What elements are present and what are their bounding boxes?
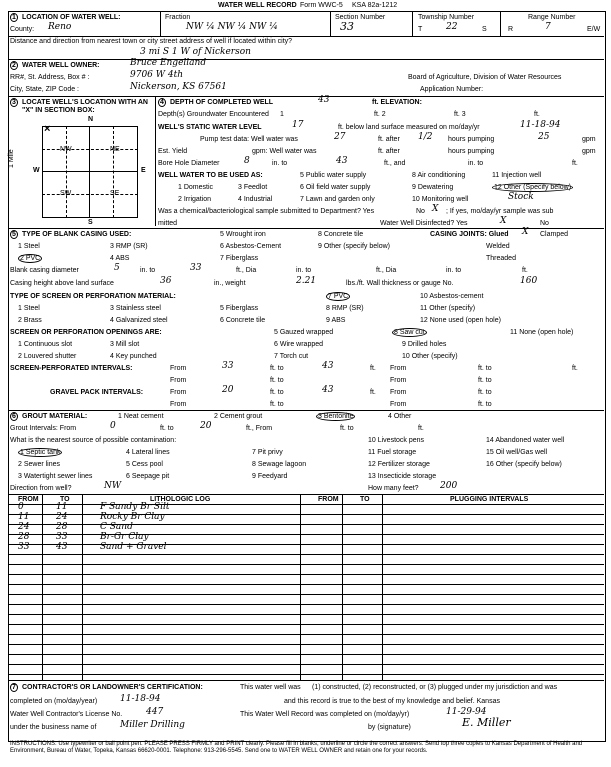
chem-no[interactable]: No	[416, 208, 425, 215]
perf-from-label-3: From	[170, 377, 187, 384]
contam-lagoon[interactable]: 8 Sewage lagoon	[252, 461, 307, 468]
section-number-value[interactable]: 33	[340, 20, 354, 33]
casing-abs[interactable]: 4 ABS	[110, 255, 130, 262]
gravel-from-value[interactable]: 20	[222, 385, 234, 395]
section1-label: LOCATION OF WATER WELL:	[22, 14, 121, 21]
log-row-to[interactable]: 28	[56, 522, 68, 532]
screen-fiberglass[interactable]: 5 Fiberglass	[220, 305, 259, 312]
open-drilled[interactable]: 9 Drilled holes	[402, 341, 447, 348]
perf-to-label: ft. to	[270, 365, 284, 372]
bore-in-2: in. to	[468, 160, 484, 167]
screen-none[interactable]: 12 None used (open hole)	[420, 317, 501, 324]
contam-lateral[interactable]: 4 Lateral lines	[126, 449, 170, 456]
fraction-value[interactable]: NW ¼ NW ¼ NW ¼	[186, 22, 278, 32]
log-row-line	[8, 534, 604, 535]
county-value[interactable]: Reno	[48, 22, 72, 32]
use-oilfield[interactable]: 6 Oil field water supply	[300, 184, 371, 191]
log-row-from[interactable]: 0	[18, 502, 24, 512]
pump-hours-value[interactable]: 1/2	[418, 132, 433, 142]
chem-text: ; If yes, mo/day/yr sample was sub	[446, 208, 554, 215]
use-monitoring[interactable]: 10 Monitoring well	[412, 196, 469, 203]
disinfect-label: Water Well Disinfected? Yes	[380, 220, 468, 227]
weight-value[interactable]: 2.21	[296, 276, 317, 286]
grout-ft-2: ft., From	[246, 425, 273, 432]
section-box[interactable]	[42, 123, 138, 218]
divider	[160, 11, 161, 36]
grout-ft-3: ft. to	[340, 425, 354, 432]
use-irrigation[interactable]: 2 Irrigation	[178, 196, 212, 203]
use-dewatering[interactable]: 9 Dewatering	[412, 184, 454, 191]
contam-cess[interactable]: 5 Cess pool	[126, 461, 163, 468]
section2-num: 2	[12, 62, 16, 69]
gravel-from-label-2: From	[390, 389, 407, 396]
distance-value[interactable]: 3 mi S 1 W of Nickerson	[140, 47, 251, 57]
yield-label: Est. Yield	[158, 148, 188, 155]
log-row-desc[interactable]: Br-Gr Clay	[100, 532, 149, 542]
use-injection[interactable]: 11 Injection well	[492, 172, 542, 179]
address-label: RR#, St. Address, Box # :	[10, 74, 90, 81]
height-value[interactable]: 36	[160, 276, 172, 286]
perf-ft: ft.	[370, 365, 376, 372]
log-row-line	[8, 604, 604, 605]
log-row-to[interactable]: 43	[56, 542, 68, 552]
log-row-desc[interactable]: C Sand	[100, 522, 133, 532]
grid-line	[113, 126, 114, 218]
section5-num: 5	[12, 231, 16, 238]
plug-to-header: TO	[360, 496, 370, 503]
log-row-line	[8, 554, 604, 555]
completed-value[interactable]: 11-18-94	[120, 694, 161, 704]
gravel-ft: ft.	[370, 389, 376, 396]
diam-in-2: in. to	[296, 267, 312, 274]
screen-galvanized[interactable]: 4 Galvanized steel	[110, 317, 168, 324]
casing-fiberglass[interactable]: 7 Fiberglass	[220, 255, 259, 262]
well-location-x: ×	[44, 123, 51, 135]
contam-livestock[interactable]: 10 Livestock pens	[368, 437, 425, 444]
gauge-value[interactable]: 160	[520, 276, 538, 286]
true-text: and this record is true to the best of my knowledge and belief. Kansas	[284, 698, 500, 705]
grout-neat[interactable]: 1 Neat cement	[118, 413, 164, 420]
divider	[500, 11, 501, 36]
grid-line	[42, 149, 138, 150]
open-louvered[interactable]: 2 Louvered shutter	[18, 353, 77, 360]
perf-to-value[interactable]: 43	[322, 361, 334, 371]
cert-label: CONTRACTOR'S OR LANDOWNER'S CERTIFICATION:	[22, 684, 203, 691]
log-row-line	[8, 624, 604, 625]
bore-value[interactable]: 8	[244, 156, 250, 166]
screen-steel[interactable]: 1 Steel	[18, 305, 40, 312]
grid-line	[42, 194, 138, 195]
quadrant-se: SE	[110, 190, 120, 197]
signature-label: by (signature)	[368, 724, 411, 731]
compass-s: S	[88, 219, 93, 226]
screen-pvc[interactable]: 7 PVC	[328, 293, 349, 300]
diam-ft-3: ft.	[522, 267, 528, 274]
log-row-line	[8, 644, 604, 645]
plug-from-header: FROM	[318, 496, 339, 503]
static-level-date[interactable]: 11-18-94	[520, 120, 561, 130]
open-torch[interactable]: 7 Torch cut	[274, 353, 309, 360]
license-value[interactable]: 447	[146, 707, 164, 717]
log-row-line	[8, 634, 604, 635]
gravel-from-label: From	[170, 389, 187, 396]
open-none[interactable]: 11 None (open hole)	[510, 329, 574, 336]
township-s: S	[482, 26, 487, 33]
city-value[interactable]: Nickerson, KS 67561	[130, 82, 227, 92]
city-label: City, State, ZIP Code :	[10, 86, 79, 93]
gravel-to-label: ft. to	[270, 389, 284, 396]
bore-label: Bore Hole Diameter	[158, 160, 220, 167]
perf-from-label: From	[170, 365, 187, 372]
rule	[8, 228, 604, 229]
use-feedlot[interactable]: 3 Feedlot	[238, 184, 268, 191]
section7-num: 7	[12, 684, 16, 691]
diam-in: in. to	[140, 267, 156, 274]
screen-abs[interactable]: 9 ABS	[326, 317, 346, 324]
screen-rmp[interactable]: 8 RMP (SR)	[326, 305, 364, 312]
log-col	[300, 494, 301, 680]
application-label: Application Number:	[420, 86, 484, 93]
contam-abandoned[interactable]: 14 Abandoned water well	[486, 437, 565, 444]
grid-line	[89, 126, 90, 218]
height-in: in., weight	[214, 280, 246, 287]
disinfect-x[interactable]: X	[500, 216, 507, 226]
diam-value[interactable]: 5	[114, 263, 120, 273]
completed-label: completed on (mo/day/year)	[10, 698, 98, 705]
contam-septic[interactable]: 1 Septic tank	[20, 449, 61, 456]
perf-to-label-2: ft. to	[478, 365, 492, 372]
form-title: WATER WELL RECORD	[218, 2, 297, 9]
section3-label: LOCATE WELL'S LOCATION WITH AN "X" IN SECTION BOX:	[22, 99, 148, 114]
gravel-from-label-3: From	[170, 401, 187, 408]
log-row-line	[8, 664, 604, 665]
static-level-value[interactable]: 17	[292, 120, 304, 130]
divider	[412, 11, 413, 36]
open-saw[interactable]: 8 Saw cut	[394, 329, 425, 336]
pump-gpm-value[interactable]: 25	[538, 132, 550, 142]
log-col	[342, 494, 343, 680]
log-row-line	[8, 514, 604, 515]
grout-intervals-label: Grout Intervals: From	[10, 425, 77, 432]
gravel-to-label-2: ft. to	[478, 389, 492, 396]
form-number: Form WWC-5	[300, 2, 343, 9]
bore-in: in. to	[272, 160, 288, 167]
grout-from-value[interactable]: 0	[110, 421, 116, 431]
distance-label: Distance and direction from nearest town or city street address of well if located within city?	[10, 38, 293, 45]
log-row-to[interactable]: 11	[56, 502, 68, 512]
gravel-to-label-3: ft. to	[270, 401, 284, 408]
log-col	[382, 494, 383, 680]
casing-concrete[interactable]: 8 Concrete tile	[318, 231, 364, 238]
range-value[interactable]: 7	[545, 22, 551, 32]
contam-fuel[interactable]: 11 Fuel storage	[368, 449, 417, 456]
openings-label: SCREEN OR PERFORATION OPENINGS ARE:	[10, 329, 162, 336]
section4-num: 4	[160, 99, 164, 106]
grout-bentonite[interactable]: 3 Bentonite	[318, 413, 354, 420]
diam-ft-2: ft., Dia	[376, 267, 397, 274]
quadrant-ne: NE	[110, 146, 120, 153]
section6-num: 6	[12, 413, 16, 420]
section3-num: 3	[12, 99, 16, 106]
log-col	[42, 494, 43, 680]
chem-x[interactable]: X	[432, 204, 439, 214]
diam-in-3: in. to	[446, 267, 462, 274]
township-label: Township Number	[418, 14, 475, 21]
log-row-line	[8, 674, 604, 675]
grout-to-value[interactable]: 20	[200, 421, 212, 431]
plug-header: PLUGGING INTERVALS	[450, 496, 529, 503]
gpm-label: gpm	[582, 136, 596, 143]
use-lawn[interactable]: 7 Lawn and garden only	[300, 196, 375, 203]
height-label: Casing height above land surface	[10, 280, 114, 287]
contam-seepage[interactable]: 6 Seepage pit	[126, 473, 170, 480]
gw-1: 1	[280, 111, 284, 118]
screen-concrete[interactable]: 6 Concrete tile	[220, 317, 266, 324]
howmany-label: How many feet?	[368, 485, 419, 492]
casing-steel[interactable]: 1 Steel	[18, 243, 40, 250]
grout-label: GROUT MATERIAL:	[22, 413, 88, 420]
license-label: Water Well Contractor's License No.	[10, 711, 123, 718]
contam-sewer[interactable]: 2 Sewer lines	[18, 461, 61, 468]
owner-value[interactable]: Bruce Engelland	[130, 58, 207, 68]
rule	[8, 36, 604, 37]
groundwater-label: Depth(s) Groundwater Encountered	[158, 111, 269, 118]
use-other[interactable]: 12 Other (Specify below)	[494, 184, 572, 191]
screen-label: TYPE OF SCREEN OR PERFORATION MATERIAL:	[10, 293, 176, 300]
gpm-label-2: gpm	[582, 148, 596, 155]
open-key[interactable]: 4 Key punched	[110, 353, 157, 360]
log-row-desc[interactable]: Rocky Br Clay	[100, 512, 165, 522]
screen-brass[interactable]: 2 Brass	[18, 317, 42, 324]
static-level-text: ft. below land surface measured on mo/day/yr	[338, 124, 480, 131]
log-row-from[interactable]: 28	[18, 532, 30, 542]
rule	[8, 494, 604, 495]
record-text: This Water Well Record was completed on (mo/day/yr)	[240, 711, 410, 718]
range-r: R	[508, 26, 514, 33]
depth-label: DEPTH OF COMPLETED WELL	[170, 99, 274, 106]
county-label: County:	[10, 26, 35, 33]
screen-stainless[interactable]: 3 Stainless steel	[110, 305, 161, 312]
gravel-label: GRAVEL PACK INTERVALS:	[50, 389, 144, 396]
joints-threaded[interactable]: Threaded	[486, 255, 516, 262]
casing-asbestos[interactable]: 6 Asbestos-Cement	[220, 243, 282, 250]
mile-label: 1 Mile	[8, 149, 15, 168]
chem-label: Was a chemical/bacteriological sample submitted to Department? Yes	[158, 208, 375, 215]
section1-num: 1	[12, 14, 16, 21]
contam-oilwell[interactable]: 15 Oil well/Gas well	[486, 449, 548, 456]
compass-w: W	[33, 167, 40, 174]
rule	[8, 96, 604, 97]
perf-to-label-3: ft. to	[270, 377, 284, 384]
perf-ft-2: ft.	[572, 365, 578, 372]
casing-wrought[interactable]: 5 Wrought iron	[220, 231, 266, 238]
log-row-desc[interactable]: Sand + Gravel	[100, 542, 167, 552]
grout-ft-4: ft.	[418, 425, 424, 432]
log-row-from[interactable]: 11	[18, 512, 30, 522]
grid-line	[66, 126, 67, 218]
grid-line	[42, 171, 138, 172]
screen-asbestos[interactable]: 10 Asbestos-cement	[420, 293, 484, 300]
perf-from-label-4: From	[390, 377, 407, 384]
business-label: under the business name of	[10, 724, 97, 731]
depth-value[interactable]: 43	[318, 95, 330, 105]
owner-label: WATER WELL OWNER:	[22, 62, 100, 69]
joints-welded[interactable]: Welded	[486, 243, 510, 250]
signature-value[interactable]: E. Miller	[462, 716, 511, 729]
casing-rmp[interactable]: 3 RMP (SR)	[110, 243, 148, 250]
log-row-line	[8, 524, 604, 525]
quadrant-sw: SW	[60, 190, 72, 197]
contam-feedyard[interactable]: 9 Feedyard	[252, 473, 288, 480]
ksa-reference: KSA 82a-1212	[352, 2, 398, 9]
log-litho-header: LITHOLOGIC LOG	[150, 496, 211, 503]
compass-e: E	[141, 167, 146, 174]
gravel-to-label-4: ft. to	[478, 401, 492, 408]
log-row-line	[8, 544, 604, 545]
static-level-label: WELL'S STATIC WATER LEVEL	[158, 124, 262, 131]
rule	[8, 504, 604, 505]
gravel-to-value[interactable]: 43	[322, 385, 334, 395]
grout-other[interactable]: 4 Other	[388, 413, 412, 420]
contam-other[interactable]: 16 Other (specify below)	[486, 461, 562, 468]
address-value[interactable]: 9706 W 4th	[130, 70, 184, 80]
casing-other[interactable]: 9 Other (specify below)	[318, 243, 390, 250]
log-row-line	[8, 594, 604, 595]
perf-from-value[interactable]: 33	[222, 361, 234, 371]
mitted: mitted	[158, 220, 178, 227]
rule	[8, 410, 604, 411]
log-col	[82, 494, 83, 680]
direction-label: Direction from well?	[10, 485, 72, 492]
log-from-header: FROM	[18, 496, 39, 503]
perf-from-label-2: From	[390, 365, 407, 372]
form-frame	[8, 11, 606, 742]
open-wire[interactable]: 6 Wire wrapped	[274, 341, 324, 348]
township-t: T	[418, 26, 423, 33]
open-gauzed[interactable]: 5 Gauzed wrapped	[274, 329, 334, 336]
cert-text: This water well was	[240, 684, 301, 691]
section-number-label: Section Number	[335, 14, 386, 21]
log-row-line	[8, 564, 604, 565]
log-row-from[interactable]: 24	[18, 522, 30, 532]
depth-unit: ft. ELEVATION:	[372, 99, 422, 106]
bore-ft-2: ft.	[572, 160, 578, 167]
divider	[155, 96, 156, 226]
log-row-desc[interactable]: F Sandy Br Silt	[100, 502, 170, 512]
grout-ft: ft. to	[160, 425, 174, 432]
contam-label: What is the nearest source of possible contamination:	[10, 437, 177, 444]
fraction-label: Fraction	[165, 14, 191, 21]
use-label: WELL WATER TO BE USED AS:	[158, 172, 263, 179]
log-row-line	[8, 614, 604, 615]
contam-privy[interactable]: 7 Pit privy	[252, 449, 283, 456]
range-ew: E/W	[587, 26, 601, 33]
open-mill[interactable]: 3 Mill slot	[110, 341, 140, 348]
range-label: Range Number	[528, 14, 576, 21]
diam-to-value[interactable]: 33	[190, 263, 202, 273]
yield-hours: hours pumping	[448, 148, 495, 155]
contam-fertilizer[interactable]: 12 Fertilizer storage	[368, 461, 430, 468]
log-row-to[interactable]: 24	[56, 512, 68, 522]
use-industrial[interactable]: 4 Industrial	[238, 196, 273, 203]
pump-ft-value[interactable]: 27	[334, 132, 346, 142]
log-row-from[interactable]: 33	[18, 542, 30, 552]
perf-label: SCREEN-PERFORATED INTERVALS:	[10, 365, 133, 372]
contam-watertight[interactable]: 3 Watertight sewer lines	[18, 473, 93, 480]
casing-label: TYPE OF BLANK CASING USED:	[22, 231, 132, 238]
log-row-line	[8, 584, 604, 585]
open-continuous[interactable]: 1 Continuous slot	[18, 341, 73, 348]
record-date-value[interactable]: 11-29-94	[446, 707, 487, 717]
log-row-line	[8, 654, 604, 655]
bore-to-value[interactable]: 43	[336, 156, 348, 166]
disinfect-no[interactable]: No	[540, 220, 549, 227]
joints-clamped[interactable]: Clamped	[540, 231, 569, 238]
quadrant-nw: NW	[60, 146, 72, 153]
diam-ft: ft., Dia	[236, 267, 257, 274]
weight-unit: lbs./ft. Wall thickness or gauge No.	[346, 280, 454, 287]
diam-label: Blank casing diameter	[10, 267, 79, 274]
gw-2: ft. 2	[374, 111, 386, 118]
gw-ft: ft.	[534, 111, 540, 118]
compass-n: N	[88, 116, 94, 123]
business-value[interactable]: Miller Drilling	[120, 720, 185, 730]
grout-cement[interactable]: 2 Cement grout	[214, 413, 263, 420]
joints-label: CASING JOINTS: Glued	[430, 231, 509, 238]
cert-options: (1) constructed, (2) reconstructed, or (3) plugged under my jurisdiction and was	[312, 684, 558, 691]
instructions: INSTRUCTIONS: Use typewriter or ball point pen. PLEASE PRESS FIRMLY and PRINT clearly. Please fill in blanks, underline or circle the correct answers. Send top three copies to Kansas Department of Health and Environment, Bureau of Water, Topeka, Kansas 66620-0001. Telephone: 913-296-5545. Send one to WATER WELL OWNER and retain one for your records.	[10, 741, 583, 754]
howmany-value[interactable]: 200	[440, 481, 458, 491]
direction-value[interactable]: NW	[104, 481, 122, 491]
yield-after: ft. after	[378, 148, 400, 155]
use-public[interactable]: 5 Public water supply	[300, 172, 367, 179]
contam-insecticide[interactable]: 13 Insecticide storage	[368, 473, 437, 480]
yield-gpm: gpm: Well water was	[252, 148, 317, 155]
bore-ft: ft., and	[384, 160, 406, 167]
divider	[330, 11, 331, 36]
log-row-to[interactable]: 33	[56, 532, 68, 542]
pump-after: ft. after	[378, 136, 400, 143]
open-other[interactable]: 10 Other (specify)	[402, 353, 458, 360]
use-domestic[interactable]: 1 Domestic	[178, 184, 214, 191]
screen-other[interactable]: 11 Other (specify)	[420, 305, 476, 312]
gw-3: ft. 3	[454, 111, 466, 118]
perf-to-label-4: ft. to	[478, 377, 492, 384]
pump-hours-label: hours pumping	[448, 136, 495, 143]
gravel-from-label-4: From	[390, 401, 407, 408]
use-air[interactable]: 8 Air conditioning	[412, 172, 466, 179]
pump-test-label: Pump test data: Well water was	[200, 136, 298, 143]
log-to-header: TO	[60, 496, 70, 503]
joints-x[interactable]: X	[522, 227, 529, 237]
rule	[8, 680, 604, 681]
casing-pvc[interactable]: 2 PVC	[20, 255, 41, 262]
township-value[interactable]: 22	[446, 22, 458, 32]
use-other-value[interactable]: Stock	[508, 192, 534, 202]
log-row-line	[8, 574, 604, 575]
board-text: Board of Agriculture, Division of Water Resources	[408, 74, 562, 81]
rule	[8, 59, 604, 60]
